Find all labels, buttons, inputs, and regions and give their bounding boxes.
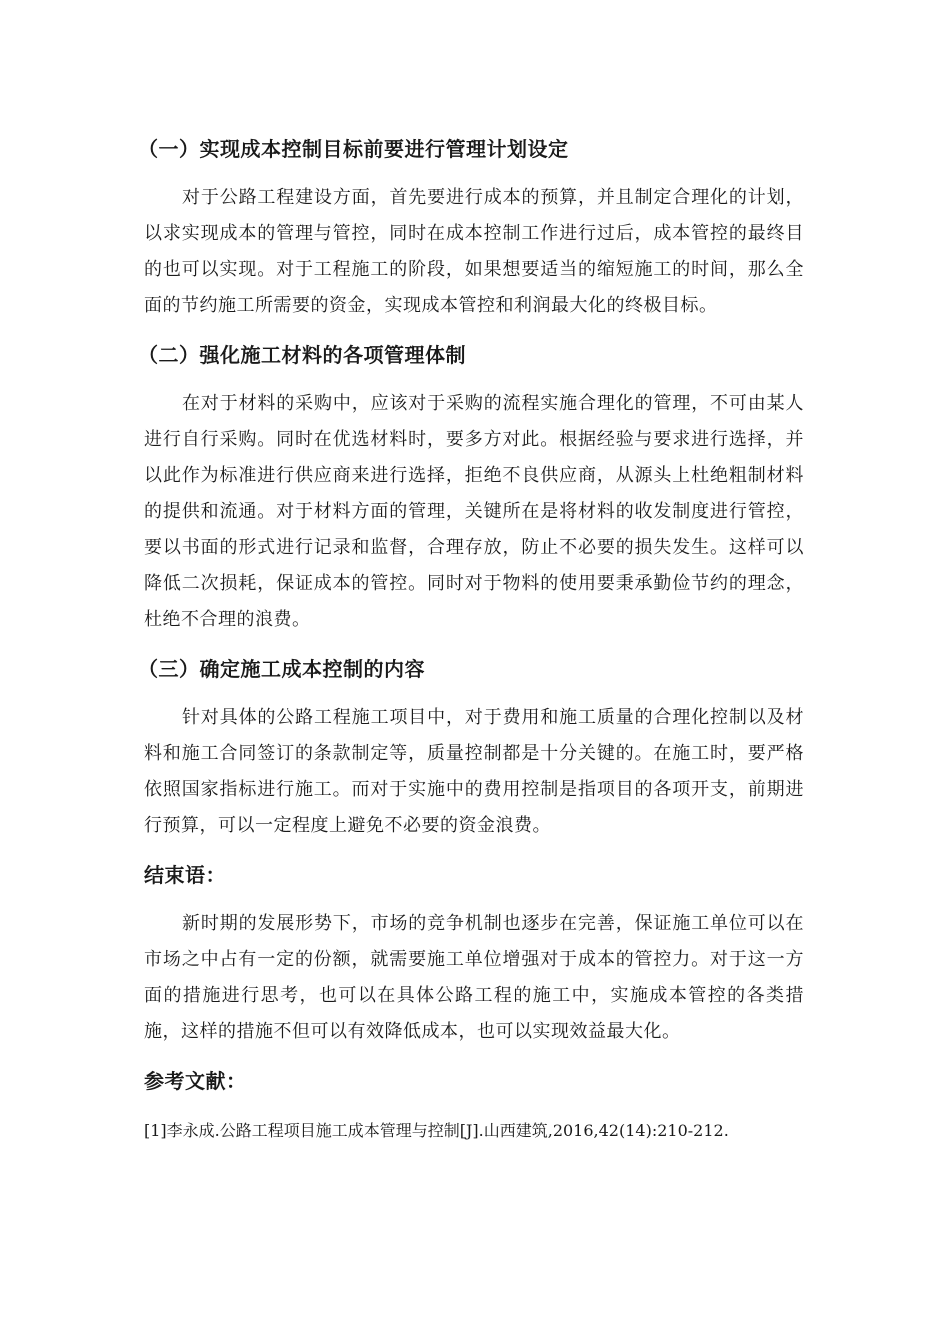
section-paragraph: 在对于材料的采购中，应该对于采购的流程实施合理化的管理，不可由某人进行自行采购。同时在优选材料时，要多方对此。根据经验与要求进行选择，并以此作为标准进行供应商来进行选择，拒绝不良供应商，从源头上杜绝粗制材料的提供和流通。对于材料方面的管理，关键所在是将材料的收发制度进行管控，要以书面的形式进行记录和监督，合理存放，防止不必要的损失发生。这样可以降低二次损耗，保证成本的管控。同时对于物料的使用要秉承勤俭节约的理念，杜绝不合理的浪费。 — [144, 393, 804, 630]
section-heading: （一）实现成本控制目标前要进行管理计划设定 — [138, 137, 569, 161]
conclusion-section — [144, 858, 804, 1050]
section-heading: （三）确定施工成本控制的内容 — [138, 657, 425, 681]
references-section — [144, 1064, 804, 1146]
document-content — [138, 132, 804, 1160]
section-3 — [138, 652, 804, 844]
conclusion-paragraph: 新时期的发展形势下，市场的竞争机制也逐步在完善，保证施工单位可以在市场之中占有一定的份额，就需要施工单位增强对于成本的管控力。对于这一方面的措施进行思考，也可以在具体公路工程的施工中，实施成本管控的各类措施，这样的措施不但可以有效降低成本，也可以实现效益最大化。 — [144, 913, 804, 1042]
section-1 — [138, 132, 804, 324]
section-paragraph: 对于公路工程建设方面，首先要进行成本的预算，并且制定合理化的计划，以求实现成本的管理与管控，同时在成本控制工作进行过后，成本管控的最终目的也可以实现。对于工程施工的阶段，如果想要适当的缩短施工的时间，那么全面的节约施工所需要的资金，实现成本管控和利润最大化的终极目标。 — [144, 187, 804, 316]
reference-item: [1]李永成.公路工程项目施工成本管理与控制[J].山西建筑,2016,42(14):210-212. — [144, 1121, 729, 1140]
section-paragraph: 针对具体的公路工程施工项目中，对于费用和施工质量的合理化控制以及材料和施工合同签订的条款制定等，质量控制都是十分关键的。在施工时，要严格依照国家指标进行施工。而对于实施中的费用控制是指项目的各项开支，前期进行预算，可以一定程度上避免不必要的资金浪费。 — [144, 707, 804, 836]
conclusion-heading: 结束语： — [144, 863, 226, 887]
section-2 — [138, 338, 804, 638]
references-heading: 参考文献： — [144, 1069, 247, 1093]
section-heading: （二）强化施工材料的各项管理体制 — [138, 343, 466, 367]
